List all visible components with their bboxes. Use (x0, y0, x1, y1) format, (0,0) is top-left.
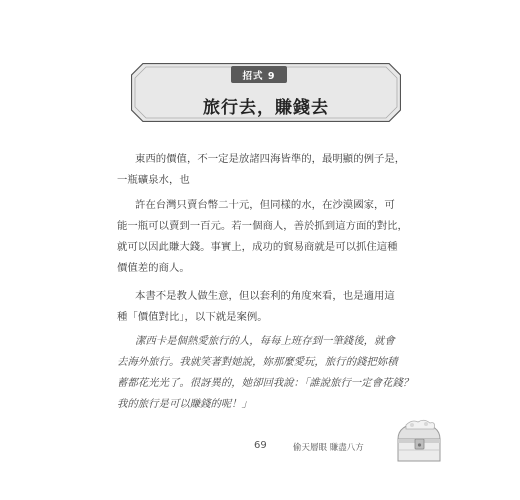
running-head: 偷天層眼 賺盡八方 (293, 443, 364, 453)
paragraph-line: 東西的價值，不一定是放諸四海皆準的，最明顯的例子是， (135, 153, 406, 165)
paragraph-line: 種「價值對比」，以下就是案例。 (117, 311, 268, 323)
paragraph-line: 能一瓶可以賣到一百元。若一個商人，善於抓到這方面的對比， (117, 220, 408, 232)
chapter-tag-label: 招式 9 (242, 70, 276, 82)
story-line: 去海外旅行。我就笑著對她說，妳那麼愛玩，旅行的錢把妳積 (117, 356, 398, 368)
treasure-chest-icon (392, 417, 447, 467)
paragraph-line: 一瓶礦泉水，也 (117, 174, 190, 186)
paragraph-line: 許在台灣只賣台幣二十元，但同樣的水，在沙漠國家，可 (135, 199, 395, 211)
paragraph-line: 價值差的商人。 (117, 262, 190, 274)
chapter-title: 旅行去，賺錢去 (203, 98, 329, 118)
story-line: 我的旅行是可以賺錢的呢！」 (117, 398, 253, 410)
paragraph-line: 本書不是教人做生意，但以套利的角度來看，也是適用這 (135, 290, 395, 302)
story-line: 蓄都花光光了。很訝異的，她卻回我說：「誰說旅行一定會花錢？ (117, 377, 414, 389)
paragraph-line: 就可以因此賺大錢。事實上，成功的貿易商就是可以抓住這種 (117, 241, 398, 253)
story-line: 潔西卡是個熱愛旅行的人，每每上班存到一筆錢後，就會 (135, 335, 395, 347)
page-number: 69 (254, 440, 267, 451)
chapter-tag (231, 66, 287, 83)
